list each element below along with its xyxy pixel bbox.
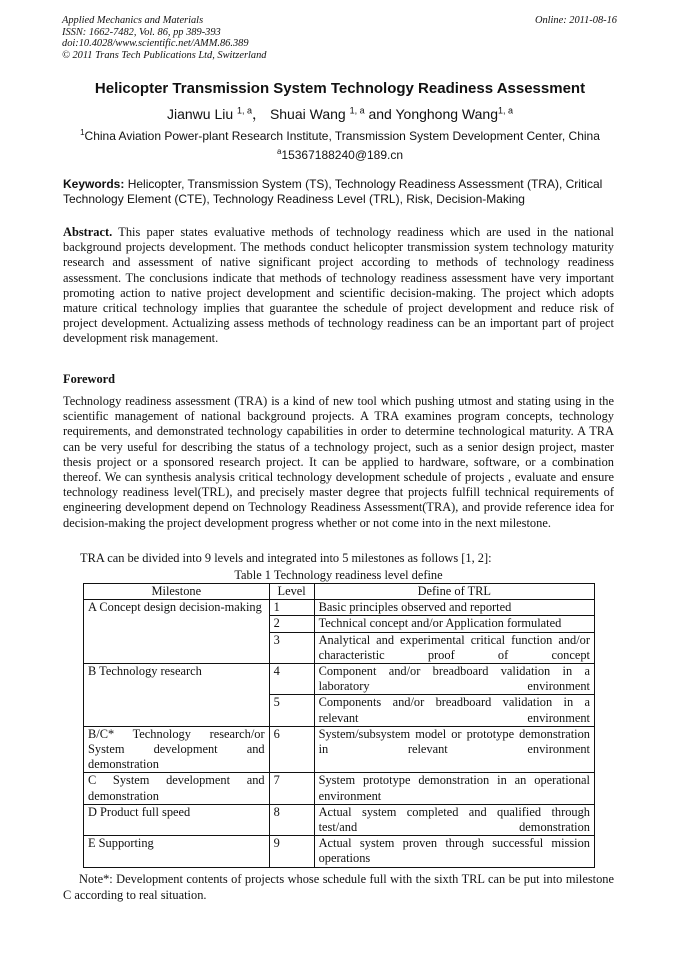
level-cell: 2 <box>269 616 314 632</box>
header-define: Define of TRL <box>314 584 594 600</box>
define-cell: Component and/or breadboard validation in a laboratory environment <box>314 664 594 695</box>
level-cell: 6 <box>269 726 314 773</box>
journal-header <box>62 15 617 61</box>
section-heading-foreword: Foreword <box>63 372 116 386</box>
level-cell: 5 <box>269 695 314 726</box>
author-1: Jianwu Liu <box>166 106 234 122</box>
author-3-affil: 1, a <box>497 105 513 116</box>
table-row <box>84 804 595 835</box>
author-email[interactable]: 15367188240@189.cn <box>281 148 404 162</box>
define-cell: Components and/or breadboard validation in a relevant environment <box>314 695 594 726</box>
author-list <box>40 104 640 124</box>
author-separator: ， <box>252 106 267 122</box>
milestone-cell: A Concept design decision-making <box>84 600 270 664</box>
author-2: Shuai Wang <box>269 106 346 122</box>
keywords-text: Helicopter, Transmission System (TS), Technology Readiness Assessment (TRA), Critical Technology Element (CTE), Technology Readiness Level (TRL), Risk, Decision-Making <box>63 177 603 206</box>
table-intro-text: TRA can be divided into 9 levels and integrated into 5 milestones as follows [1, 2]: <box>80 551 492 565</box>
paper-title: Helicopter Transmission System Technology Readiness Assessment <box>94 80 586 97</box>
level-cell: 3 <box>269 632 314 663</box>
keywords-section <box>63 177 619 207</box>
affiliation-marker: 1 <box>80 128 85 137</box>
table-header-row <box>84 584 595 600</box>
author-3: Yonghong Wang <box>395 106 498 122</box>
online-date: Online: 2011-08-16 <box>534 15 617 26</box>
abstract-text: This paper states evaluative methods of technology readiness which are used in the national background projects development. The methods conduct helicopter transmission system technology maturity research and assessment of native significant project according to methods of technology readiness assessment. The conclusions indicate that methods of technology readiness assessment have very important promoting action to native project development and scientific decision-making. The project which adopts mature critical technology implies that guarantee the schedule of project development and reduce risk of project development. Actualizing assess methods of technology readiness can be an important part of project development risk management. <box>63 225 614 346</box>
abstract-label: Abstract. <box>63 225 113 239</box>
milestone-cell: E Supporting <box>84 836 270 867</box>
table-row <box>84 836 595 867</box>
keywords-label: Keywords: <box>63 177 125 191</box>
trl-table <box>83 583 595 868</box>
table-row <box>84 664 595 695</box>
level-cell: 1 <box>269 600 314 616</box>
milestone-cell: B Technology research <box>84 664 270 727</box>
table-footnote: Note*: Development contents of projects whose schedule full with the sixth TRL can be put into milestone C according to real situation. <box>63 872 614 902</box>
issn-line: ISSN: 1662-7482, Vol. 86, pp 389-393 <box>62 26 221 38</box>
milestone-cell: D Product full speed <box>84 804 270 835</box>
define-cell: Basic principles observed and reported <box>314 600 594 616</box>
author-conjunction: and <box>368 106 392 122</box>
define-cell: Analytical and experimental critical function and/or characteristic proof of concept <box>314 632 594 663</box>
author-2-affil: 1, a <box>349 105 365 116</box>
define-cell: Actual system proven through successful mission operations <box>314 836 594 867</box>
define-cell: Technical concept and/or Application formulated <box>314 616 594 632</box>
milestone-cell: B/C* Technology research/or System development and demonstration <box>84 726 270 773</box>
copyright-line: © 2011 Trans Tech Publications Ltd, Switzerland <box>62 49 267 61</box>
level-cell: 8 <box>269 804 314 835</box>
define-cell: Actual system completed and qualified through test/and demonstration <box>314 804 594 835</box>
level-cell: 7 <box>269 773 314 804</box>
level-cell: 4 <box>269 664 314 695</box>
define-cell: System prototype demonstration in an operational environment <box>314 773 594 804</box>
affiliation-text: China Aviation Power-plant Research Institute, Transmission System Development Center, China <box>84 129 600 143</box>
email-marker: a <box>276 147 282 156</box>
table-row <box>84 773 595 804</box>
abstract-section <box>63 225 614 347</box>
header-level: Level <box>269 584 314 600</box>
affiliation <box>40 125 640 163</box>
define-cell: System/subsystem model or prototype demonstration in relevant environment <box>314 726 594 773</box>
level-cell: 9 <box>269 836 314 867</box>
table-row <box>84 600 595 616</box>
milestone-cell: C System development and demonstration <box>84 773 270 804</box>
header-milestone: Milestone <box>84 584 270 600</box>
journal-name: Applied Mechanics and Materials <box>62 15 204 26</box>
author-1-affil: 1, a <box>237 105 253 116</box>
table-row <box>84 726 595 773</box>
foreword-paragraph: Technology readiness assessment (TRA) is a kind of new tool which pushing utmost and stating using in the scientific management of national background projects. A TRA examines program concepts, technology requirements, and demonstrated technology capabilities in order to determine technological maturity. A TRA can be very useful for describing the status of a technology project, such as a senior design project, master thesis project or a sponsored research project. It can be applied to hardware, software, or a combination thereof. We can synthesis analysis critical technology development schedule of projects , evaluate and ensure technology readiness level(TRL), and precisely master degree that projects fulfill technical requirements of engineering development depend on Technology Readiness Assessment(TRA), and provide reference idea for decision-making the project development progress whether or not come into in the next milestone. <box>63 394 614 530</box>
table-caption: Table 1 Technology readiness level define <box>234 568 443 582</box>
doi-line[interactable]: doi:10.4028/www.scientific.net/AMM.86.389 <box>62 38 249 49</box>
